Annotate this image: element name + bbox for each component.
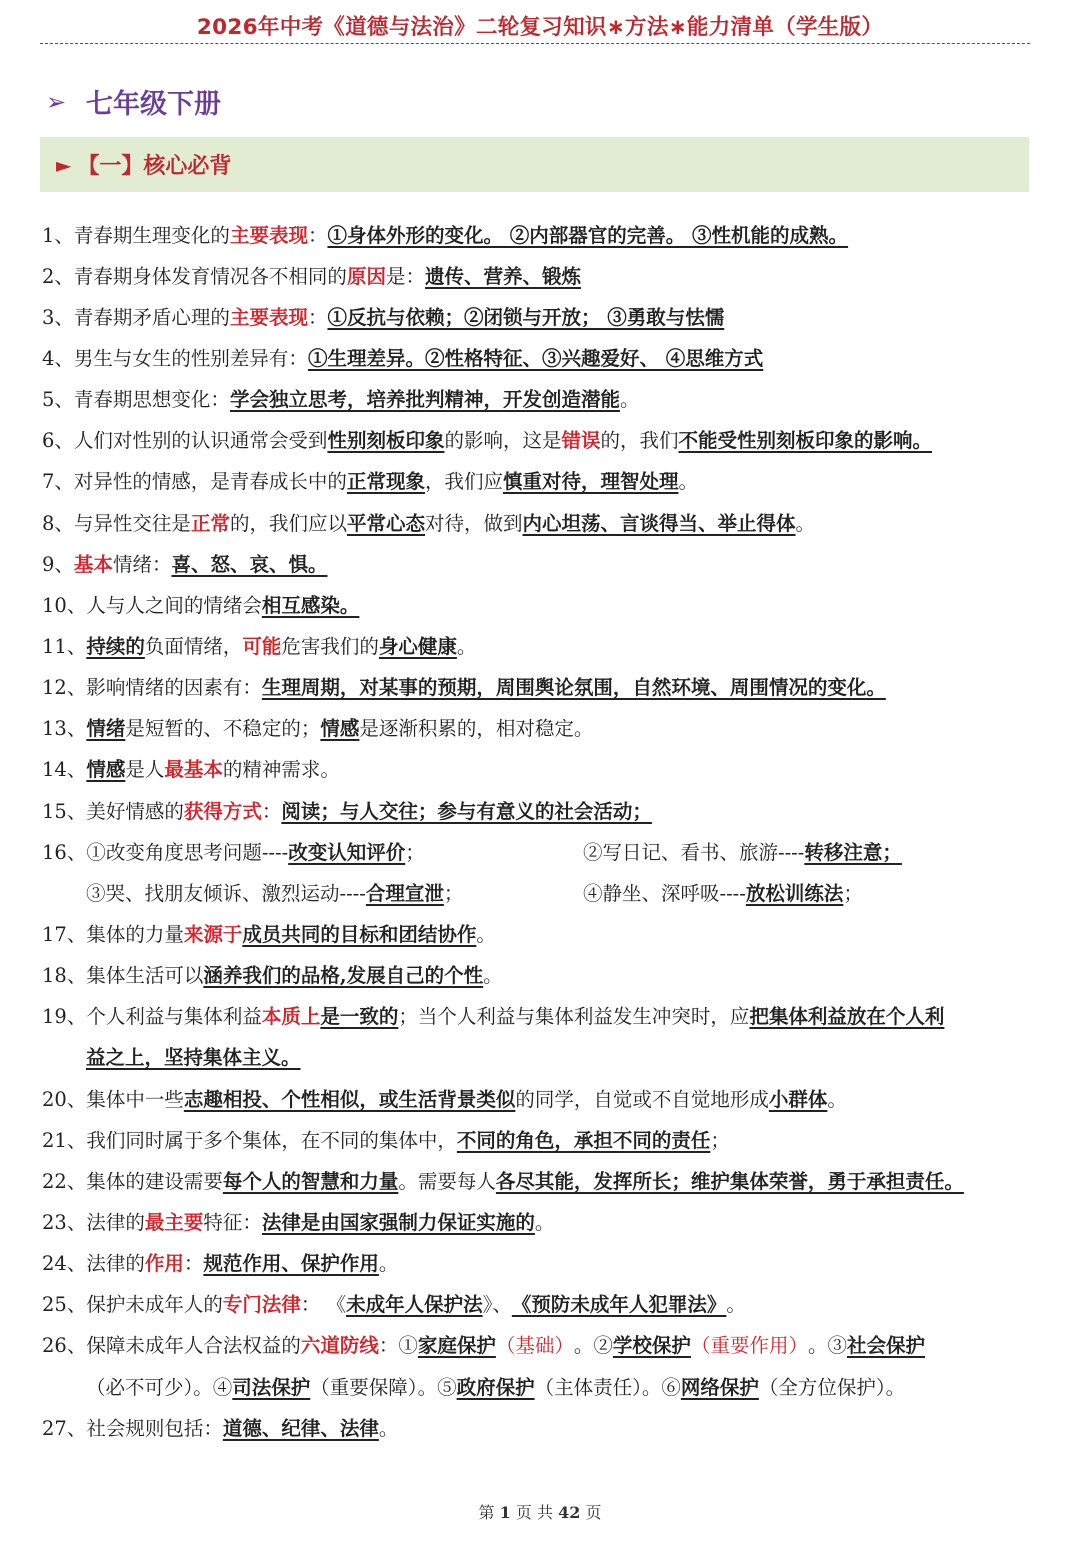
document-header-title: 2026年中考《道德与法治》二轮复习知识∗方法∗能力清单（学生版）	[196, 15, 884, 40]
list-item-27: 27、 社会规则包括： 道德、纪律、法律 。	[42, 1416, 399, 1440]
list-item-16-col2b: ④静坐、深呼吸----放松训练法；	[583, 881, 863, 905]
list-item-26: 26、 保障未成年人合法权益的 六道防线 ：① 家庭保护 （基础） 。② 学校保护 （重要作用） 。③ 社会保护	[42, 1334, 925, 1358]
page-number: 1	[499, 1503, 511, 1522]
list-item-19: 19、 个人利益与集体利益 本质上 是一致的 ；当个人利益与集体利益发生冲突时，应 把集体利益放在个人利	[42, 1005, 945, 1029]
list-item-20: 20、 集体中一些 志趣相投、个性相似，或生活背景类似 的同学，自觉或不自觉地形成 小群体 。	[42, 1087, 847, 1111]
list-item-22: 22、 集体的建设需要 每个人的智慧和力量 。需要每人 各尽其能，发挥所长；维护集体荣誉，勇于承担责任。	[42, 1169, 964, 1193]
list-item-16: 16、 ①改变角度思考问题---- 改变认知评价 ； ②写日记、看书、旅游----转移注意；	[42, 830, 1042, 871]
list-item-1: 1、 青春期生理变化的 主要表现 ： ①身体外形的变化。 ②内部器官的完善。 ③性机能的成熟。	[42, 223, 849, 247]
list-item-7: 7、 对异性的情感，是青春成长中的 正常现象 ，我们应 慎重对待，理智处理 。	[42, 470, 698, 494]
list-item-19-continuation: 益之上，坚持集体主义。	[86, 1046, 301, 1070]
section-heading	[40, 137, 1029, 192]
list-item-9: 9、 基本 情绪： 喜、怒、哀、惧。	[42, 552, 328, 576]
list-item-8: 8、 与异性交往是 正常 的，我们应以 平常心态 对待，做到 内心坦荡、言谈得当、举止得体 。	[42, 511, 816, 535]
list-item-3: 3、 青春期矛盾心理的 主要表现 ： ①反抗与依赖；②闭锁与开放； ③勇敢与怯懦	[42, 305, 725, 329]
list-item-23: 23、 法律的 最主要 特征： 法律是由国家强制力保证实施的 。	[42, 1210, 555, 1234]
grade-title: 七年级下册	[86, 89, 221, 120]
grade-heading	[46, 82, 221, 121]
list-item-6: 6、 人们对性别的认识通常会受到 性别刻板印象 的影响，这是 错误 的，我们 不能受性别刻板印象的影响。	[42, 429, 933, 453]
triangle-bullet-icon: ►	[56, 152, 72, 177]
list-item-13: 13、 情绪 是短暂的、不稳定的； 情感 是逐渐积累的，相对稳定。	[42, 717, 594, 741]
section-title: 【一】核心必背	[77, 154, 232, 179]
list-item-11: 11、 持续的 负面情绪， 可能 危害我们的 身心健康 。	[42, 634, 477, 658]
list-item-17: 17、 集体的力量 来源于 成员共同的目标和团结协作 。	[42, 922, 496, 946]
list-item-21: 21、 我们同时属于多个集体，在不同的集体中， 不同的角色，承担不同的责任 ；	[42, 1128, 730, 1152]
list-item-10: 10、 人与人之间的情绪会 相互感染。	[42, 593, 360, 617]
total-pages: 42	[558, 1503, 581, 1522]
list-item-24: 24、 法律的 作用 ： 规范作用、保护作用 。	[42, 1252, 399, 1276]
list-item-4: 4、 男生与女生的性别差异有： ①生理差异。②性格特征、③兴趣爱好、 ④思维方式	[42, 346, 764, 370]
list-item-26-continuation: （必不可少）。④司法保护（重要保障）。⑤政府保护（主体责任）。⑥网络保护（全方位保护）。	[86, 1375, 906, 1399]
arrow-bullet-icon: ➢	[46, 87, 67, 116]
list-item-15: 15、 美好情感的 获得方式 ： 阅读；与人交往；参与有意义的社会活动；	[42, 799, 652, 823]
list-item-16-col2: ②写日记、看书、旅游----转移注意；	[583, 840, 902, 864]
page-footer: 第 1 页 共 42 页	[478, 1503, 602, 1522]
list-item-12: 12、 影响情绪的因素有： 生理周期，对某事的预期，周围舆论氛围，自然环境、周围情况的变化。	[42, 676, 886, 700]
header-divider	[40, 43, 1030, 44]
list-item-14: 14、 情感 是人 最基本 的精神需求。	[42, 758, 340, 782]
list-item-5: 5、 青春期思想变化： 学会独立思考，培养批判精神，开发创造潜能 。	[42, 388, 640, 412]
knowledge-list	[42, 213, 1042, 1447]
list-item-25: 25、 保护未成年人的 专门法律 ： 《 未成年人保护法 》、 《预防未成年人犯罪法》 。	[42, 1293, 746, 1317]
list-item-2: 2、 青春期身体发育情况各不相同的 原因 是： 遗传、营养、锻炼	[42, 264, 581, 288]
list-item-16-continuation: ③哭、找朋友倾诉、激烈运动----合理宣泄； ④静坐、深呼吸----放松训练法；	[42, 871, 1042, 912]
list-item-18: 18、 集体生活可以 涵养我们的品格,发展自己的个性 。	[42, 964, 503, 988]
